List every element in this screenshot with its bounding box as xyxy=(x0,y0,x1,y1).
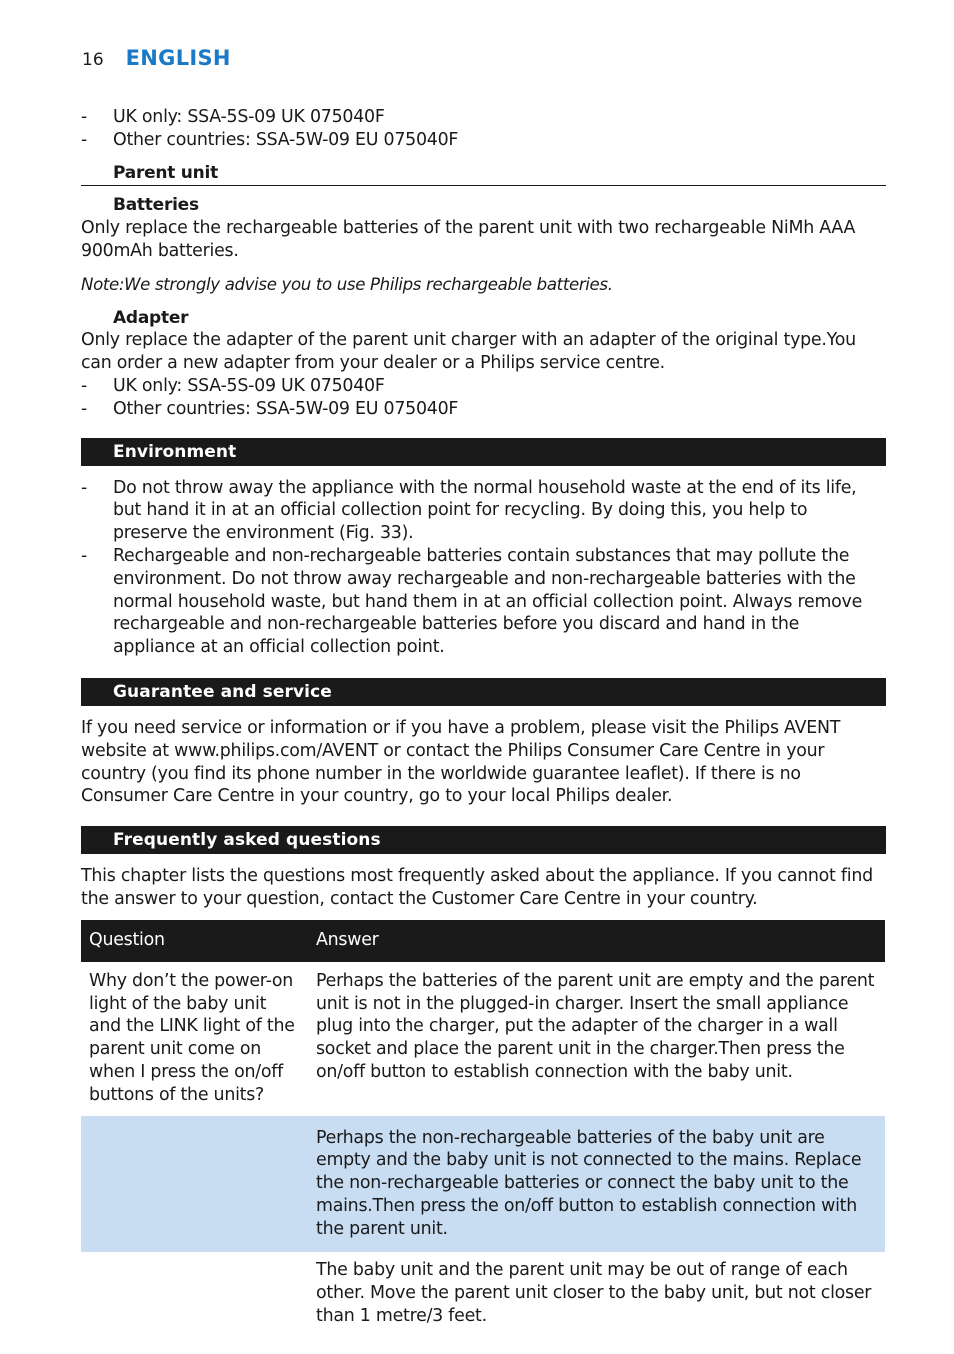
adapter-list xyxy=(81,375,886,421)
guarantee-text xyxy=(81,717,886,808)
table-header-row xyxy=(81,920,885,962)
list-item: - UK only: SSA-5S-09 UK 075040F xyxy=(81,106,886,129)
list-item: - Other countries: SSA-5W-09 EU 075040F xyxy=(81,129,886,152)
batteries-heading: Batteries xyxy=(113,195,199,216)
page-number: 16 xyxy=(82,50,104,70)
note-text: Note:We strongly advise you to use Philips rechargeable batteries. xyxy=(81,274,613,294)
answer-cell: Perhaps the non-rechargeable batteries of the baby unit are empty and the baby unit is not connected to the mains. Replace the non-rechargeable batteries or connect the baby unit to the mains.Then press the on/off button to establish connection with the parent unit. xyxy=(308,1116,885,1253)
table-row xyxy=(81,962,885,1116)
column-header-question: Question xyxy=(81,920,308,962)
guarantee-text-before: If you need service or information or if you have a problem, please visit the Philips AVENT website at xyxy=(81,717,841,761)
answer-cell: The baby unit and the parent unit may be out of range of each other. Move the parent unit closer to the baby unit, but not closer than 1 metre/3 feet. xyxy=(316,1260,872,1327)
adapter-heading: Adapter xyxy=(113,307,189,328)
column-header-answer: Answer xyxy=(308,920,885,962)
question-cell: Why don’t the power-on light of the baby unit and the LINK light of the parent unit come on when I press the on/off buttons of the units? xyxy=(89,970,295,1105)
top-list xyxy=(81,106,886,152)
list-item: - Other countries: SSA-5W-09 EU 075040F xyxy=(81,398,886,421)
page-header xyxy=(82,46,231,70)
parent-unit-heading: Parent unit xyxy=(81,162,886,187)
page-content xyxy=(81,106,886,1337)
faq-table xyxy=(81,920,885,1337)
website-link[interactable]: www.philips.com/AVENT xyxy=(174,740,378,761)
list-item: - Rechargeable and non-rechargeable batteries contain substances that may pollute the environment. Do not throw away rechargeable and non-rechargeable batteries with the normal household waste, but hand them in at an official collection point. Always remove rechargeable and non-rechargeable batteries before you discard and hand in the appliance at an official collection point. xyxy=(81,545,886,659)
faq-intro: This chapter lists the questions most frequently asked about the appliance. If you cannot find the answer to your question, contact the Customer Care Centre in your country. xyxy=(81,866,873,909)
adapter-text: Only replace the adapter of the parent unit charger with an adapter of the original type.You can order a new adapter from your dealer or a Philips service centre. xyxy=(81,330,856,374)
environment-list xyxy=(81,477,886,659)
list-item: - Do not throw away the appliance with the normal household waste at the end of its life, but hand it in at an official collection point for recycling. By doing this, you help to preserve the environment (Fig. 33). xyxy=(81,477,886,545)
question-cell xyxy=(81,1116,308,1253)
batteries-text: Only replace the rechargeable batteries of the parent unit with two rechargeable NiMh AAA 900mAh batteries. xyxy=(81,218,856,261)
list-item: - UK only: SSA-5S-09 UK 075040F xyxy=(81,375,886,398)
language-title: ENGLISH xyxy=(125,46,231,70)
guarantee-text-after: or contact the Philips Consumer Care Centre in your country (you find its phone number in the worldwide guarantee leaflet). If there is no Consumer Care Centre in your country, go to your local Philips dealer. xyxy=(81,740,825,807)
faq-heading: Frequently asked questions xyxy=(81,826,886,854)
answer-cell: Perhaps the batteries of the parent unit are empty and the parent unit is not in the plugged-in charger. Insert the small appliance plug into the charger, put the adapter of the charger in a wall socket and place the parent unit in the charger.Then press the on/off button to establish connection with the baby unit. xyxy=(316,970,875,1082)
question-cell xyxy=(81,1252,308,1336)
guarantee-heading: Guarantee and service xyxy=(81,678,886,706)
table-row xyxy=(81,1252,885,1336)
table-row xyxy=(81,1116,885,1253)
environment-heading: Environment xyxy=(81,438,886,466)
